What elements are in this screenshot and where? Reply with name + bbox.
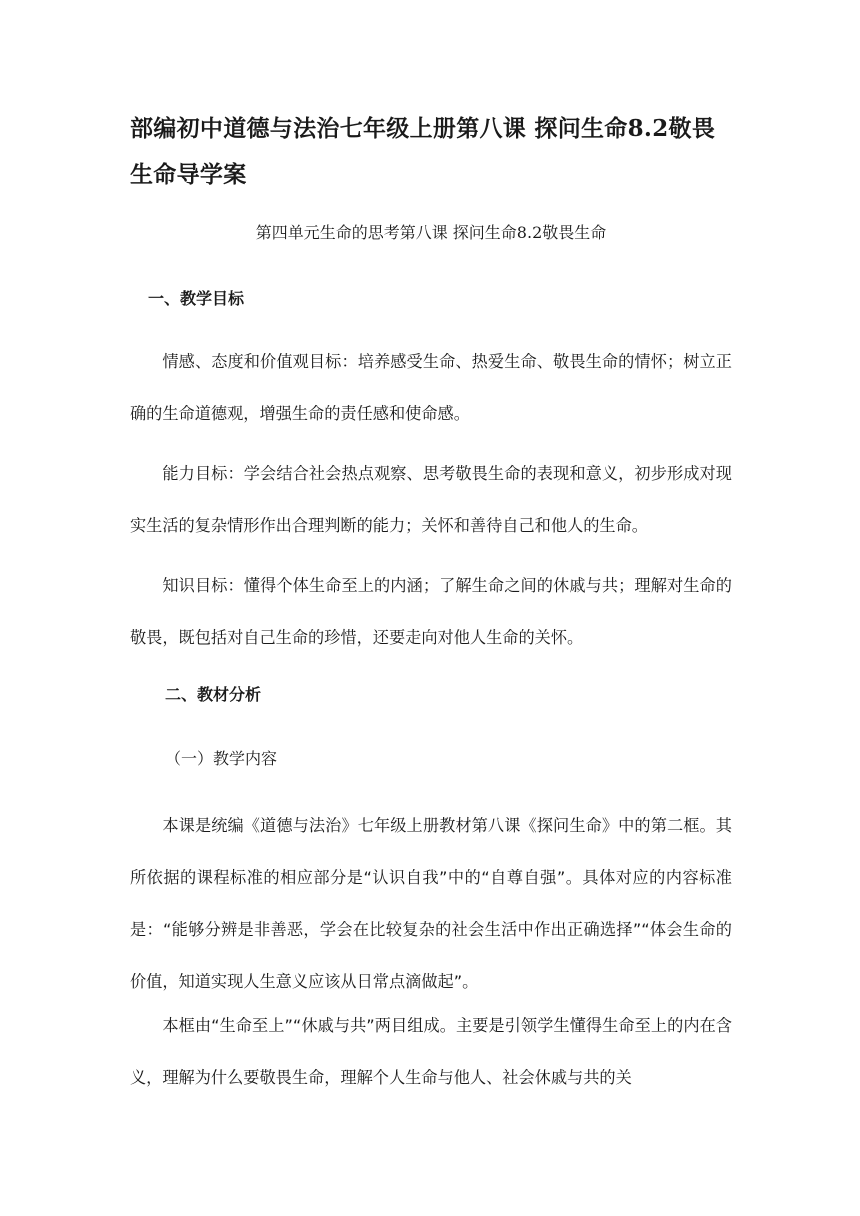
section-heading-textbook-analysis: 二、教材分析 [165, 685, 262, 704]
paragraph-emotion-goal: 情感、态度和价值观目标：培养感受生命、热爱生命、敬畏生命的情怀；树立正确的生命道德观，增强生命的责任感和使命感。 [130, 352, 732, 423]
paragraph-ability-goal: 能力目标：学会结合社会热点观察、思考敬畏生命的表现和意义，初步形成对现实生活的复杂情形作出合理判断的能力；关怀和善待自己和他人的生命。 [130, 464, 732, 535]
document-subtitle: 第四单元生命的思考第八课 探问生命8.2敬畏生命 [255, 223, 607, 242]
document-title: 部编初中道德与法治七年级上册第八课 探问生命8.2敬畏生命导学案 [130, 115, 716, 188]
paragraph-frame-description: 本框由“生命至上”“休戚与共”两目组成。主要是引领学生懂得生命至上的内在含义，理解为什么要敬畏生命，理解个人生命与他人、社会休戚与共的关 [130, 1016, 732, 1087]
paragraph-knowledge-goal: 知识目标：懂得个体生命至上的内涵；了解生命之间的休戚与共；理解对生命的敬畏，既包括对自己生命的珍惜，还要走向对他人生命的关怀。 [130, 576, 732, 647]
subheading-teaching-content: （一）教学内容 [165, 749, 278, 768]
section-heading-teaching-goals: 一、教学目标 [148, 289, 245, 308]
paragraph-course-description: 本课是统编《道德与法治》七年级上册教材第八课《探问生命》中的第二框。其所依据的课程标准的相应部分是“认识自我”中的“自尊自强”。具体对应的内容标准是：“能够分辨是非善恶，学会在比较复杂的社会生活中作出正确选择”“体会生命的价值，知道实现人生意义应该从日常点滴做起”。 [130, 816, 732, 991]
